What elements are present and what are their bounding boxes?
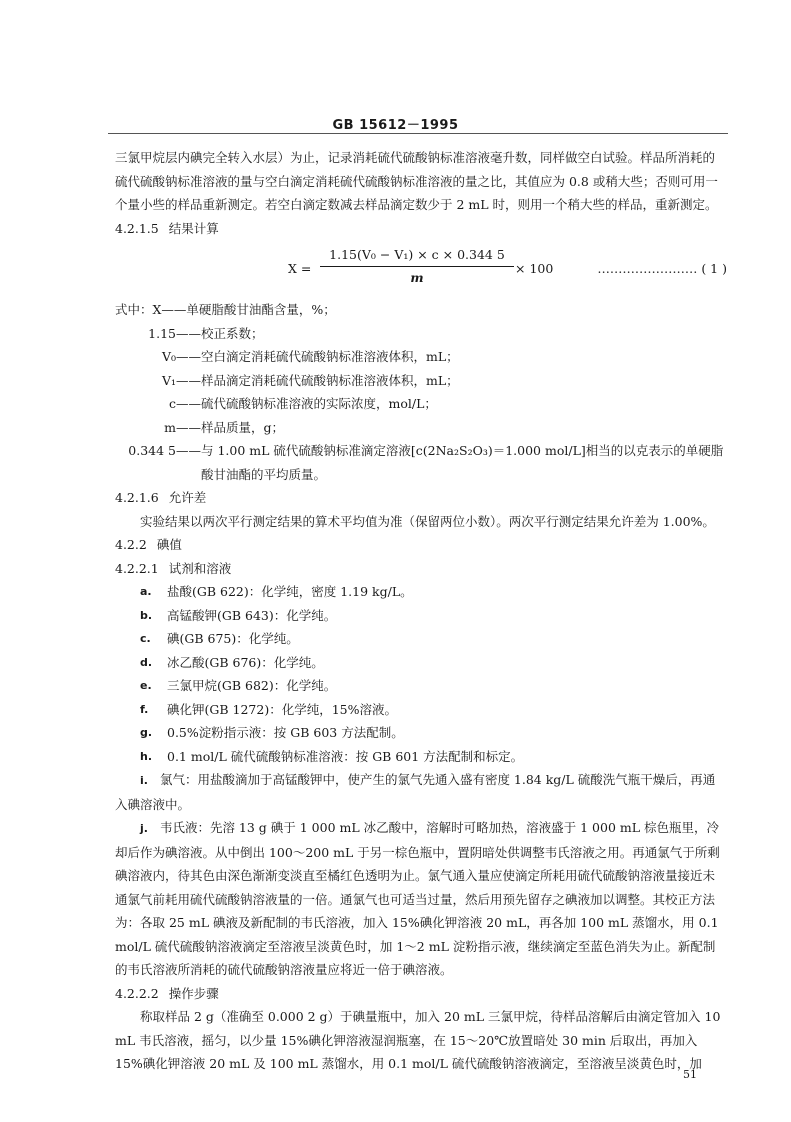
list-item [115, 745, 727, 769]
definition-symbol: m—— [164, 419, 201, 435]
list-item-j [115, 816, 727, 982]
formula-lhs: X = [288, 261, 312, 276]
item-text: 高锰酸钾(GB 643)：化学纯。 [167, 607, 337, 623]
item-text: 0.1 mol/L 硫代硫酸钠标准溶液：按 GB 601 方法配制和标定。 [167, 748, 524, 764]
formula-fraction [320, 244, 514, 289]
section-number: 4.2.2 [115, 537, 147, 552]
definition-text: 校正系数； [201, 325, 264, 341]
body-content [115, 146, 727, 1076]
definition-row [115, 416, 727, 440]
list-item [115, 580, 727, 604]
section-heading-4221 [115, 557, 727, 581]
definition-text: 硫代硫酸钠标准溶液的实际浓度，mol/L； [201, 396, 437, 411]
section-title: 试剂和溶液 [168, 560, 232, 576]
section-heading-4216 [115, 486, 727, 510]
list-item [115, 627, 727, 651]
item-label: g. [140, 726, 153, 739]
item-text: 0.5%淀粉指示液：按 GB 603 方法配制。 [167, 725, 404, 740]
definition-text: 样品滴定消耗硫代硫酸钠标准溶液体积，mL； [201, 372, 459, 388]
section-title: 结果计算 [168, 220, 219, 236]
item-label: j. [140, 822, 148, 835]
definition-intro: 式中： [115, 302, 153, 317]
section-title: 操作步骤 [168, 985, 219, 1001]
equation-number: …………………… ( 1 ) [597, 261, 727, 276]
definition-symbol: V₀—— [161, 349, 201, 364]
definition-symbol: 0.344 5—— [128, 443, 201, 458]
reagent-list [115, 580, 727, 768]
item-label: b. [140, 608, 153, 622]
definition-symbol: X—— [152, 302, 187, 317]
definition-row [115, 392, 727, 416]
definition-row [115, 298, 727, 322]
definition-row [115, 369, 727, 393]
definition-symbol: c—— [168, 396, 201, 411]
definition-row [115, 322, 727, 346]
section-number: 4.2.2.1 [115, 560, 159, 576]
definition-row [115, 345, 727, 369]
variable-definitions [115, 298, 727, 486]
list-item [115, 698, 727, 722]
paragraph-allowance: 实验结果以两次平行测定结果的算术平均值为准（保留两位小数）。两次平行测定结果允许差为 1.00%。 [140, 513, 715, 529]
formula-1 [115, 240, 727, 298]
formula-denominator: m [410, 270, 424, 285]
item-text: 三氯甲烷(GB 682)：化学纯。 [167, 678, 337, 693]
formula-tail: × 100 [515, 261, 554, 276]
item-label: e. [140, 679, 152, 692]
definition-text: 空白滴定消耗硫代硫酸钠标准溶液体积，mL； [201, 349, 459, 364]
definition-text: 与 1.00 mL 硫代硫酸钠标准滴定溶液[c(2Na₂S₂O₃)＝1.000 mol/L]相当的以克表示的单硬脂酸甘油酯的平均质量。 [201, 443, 724, 482]
item-label: i. [140, 774, 148, 787]
item-text: 碘化钾(GB 1272)：化学纯，15%溶液。 [167, 701, 397, 717]
page-number: 51 [683, 1068, 697, 1081]
paragraph-continuation: 三氯甲烷层内碘完全转入水层）为止，记录消耗硫代硫酸钠标准溶液毫升数，同样做空白试验。样品所消耗的硫代硫酸钠标准溶液的量与空白滴定消耗硫代硫酸钠标准溶液的量之比，其值应为 0.8 或稍大些；否则可用一个量小些的样品重新测定。若空白滴定数减去样品滴定数少于 2 mL 时，则用一个稍大些的样品，重新测定。 [115, 150, 718, 212]
item-text: 韦氏液：先溶 13 g 碘于 1 000 mL 冰乙酸中，溶解时可略加热，溶液盛于 1 000 mL 棕色瓶里，冷却后作为碘溶液。从中倒出 100～200 mL 于另一棕色瓶中，置阴暗处供调整韦氏溶液之用。再通氯气于所剩碘溶液内，待其色由深色渐渐变淡直至橘红色透明为止。氯气通入量应使滴定所耗用硫代硫酸钠溶液量接近未通氯气前耗用硫代硫酸钠溶液量的一倍。通氯气也可适当过量，然后用预先留存之碘液加以调整。其校正方法为：各取 25 mL 碘液及新配制的韦氏溶液，加入 15%碘化钾溶液 20 mL，再各加 100 mL 蒸馏水，用 0.1 mol/L 硫代硫酸钠溶液滴定至溶液呈淡黄色时，加 1～2 mL 淀粉指示液，继续滴定至蓝色消失为止。新配制的韦氏溶液所消耗的硫代硫酸钠溶液量应将近一倍于碘溶液。 [115, 820, 720, 977]
item-label: f. [140, 702, 149, 716]
item-text: 盐酸(GB 622)：化学纯，密度 1.19 kg/L。 [167, 584, 413, 599]
item-text: 冰乙酸(GB 676)：化学纯。 [167, 654, 324, 670]
header-rule [108, 133, 728, 134]
definition-symbol: 1.15—— [148, 325, 201, 341]
item-label: a. [140, 585, 152, 598]
item-text: 氯气：用盐酸滴加于高锰酸钾中，使产生的氯气先通入盛有密度 1.84 kg/L 硫酸洗气瓶干燥后，再通入碘溶液中。 [115, 772, 716, 812]
list-item-i [115, 768, 727, 816]
item-label: d. [140, 655, 153, 669]
definition-row [115, 439, 727, 486]
item-label: h. [140, 749, 153, 763]
item-text: 碘(GB 675)：化学纯。 [167, 631, 299, 646]
list-item [115, 674, 727, 698]
section-number: 4.2.2.2 [115, 985, 159, 1001]
section-heading-4215 [115, 217, 727, 241]
list-item [115, 721, 727, 745]
section-number: 4.2.1.6 [115, 490, 159, 505]
definition-text: 单硬脂酸甘油酯含量，%； [186, 302, 336, 317]
standard-header: GB 15612－1995 [332, 118, 459, 133]
section-number: 4.2.1.5 [115, 220, 159, 236]
section-heading-422 [115, 533, 727, 557]
formula-numerator: 1.15(V₀ − V₁) × c × 0.344 5 [320, 244, 514, 267]
section-title: 碘值 [156, 537, 182, 552]
definition-symbol: V₁—— [161, 372, 201, 388]
definition-text: 样品质量，g； [201, 419, 285, 435]
paragraph-procedure: 称取样品 2 g（准确至 0.000 2 g）于碘量瓶中，加入 20 mL 三氯甲烷，待样品溶解后由滴定管加入 10 mL 韦氏溶液，摇匀，以少量 15%碘化钾溶液湿润瓶塞，在 15～20℃放置暗处 30 min 后取出，再加入 15%碘化钾溶液 20 mL 及 100 mL 蒸馏水，用 0.1 mol/L 硫代硫酸钠溶液滴定，至溶液呈淡黄色时，加 [115, 1009, 721, 1071]
list-item [115, 604, 727, 628]
section-heading-4222 [115, 982, 727, 1006]
list-item [115, 651, 727, 675]
item-label: c. [140, 632, 151, 645]
section-title: 允许差 [168, 490, 207, 505]
